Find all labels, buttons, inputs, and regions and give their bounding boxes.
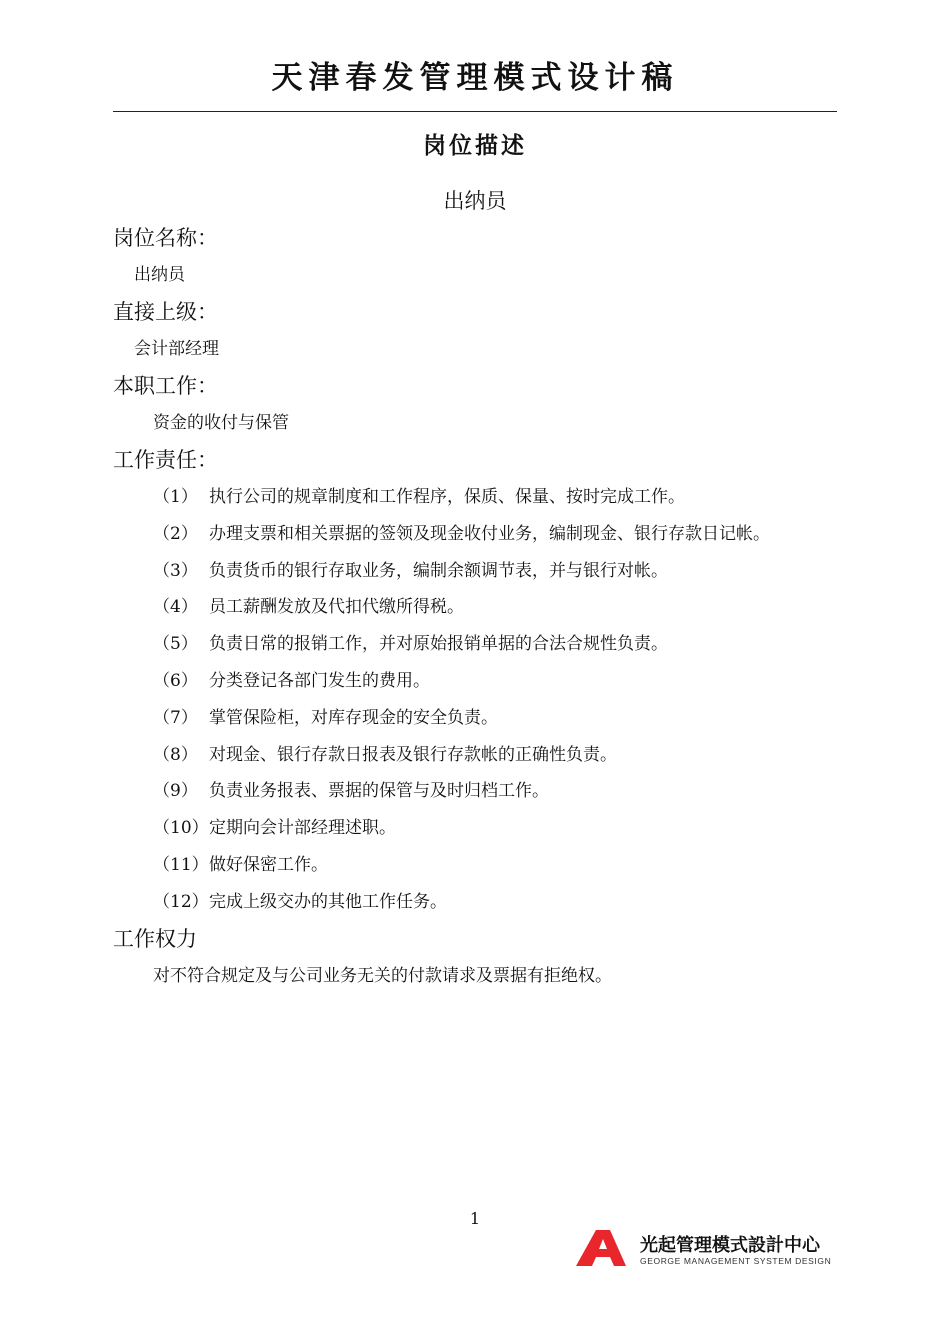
responsibility-text: 完成上级交办的其他工作任务。: [209, 891, 447, 912]
responsibility-number: （4）: [153, 597, 198, 618]
responsibility-text: 员工薪酬发放及代扣代缴所得税。: [209, 597, 464, 618]
company-logo: [574, 1228, 839, 1268]
responsibility-text: 负责业务报表、票据的保管与及时归档工作。: [209, 781, 549, 802]
responsibility-item: [113, 810, 853, 847]
document-body: [113, 220, 853, 995]
responsibilities-heading: 工作责任：: [113, 448, 218, 472]
responsibility-text: 掌管保险柜，对库存现金的安全负责。: [209, 707, 498, 728]
responsibility-text: 分类登记各部门发生的费用。: [209, 670, 430, 691]
responsibility-item: [113, 884, 853, 921]
authority-value: 对不符合规定及与公司业务无关的付款请求及票据有拒绝权。: [153, 965, 612, 986]
main-job-value: 资金的收付与保管: [153, 413, 289, 433]
responsibility-item: [113, 663, 853, 700]
authority-heading: 工作权力: [113, 926, 197, 951]
responsibility-item: [113, 516, 853, 553]
responsibility-item: [113, 847, 853, 884]
responsibility-number: （10）: [153, 818, 209, 839]
main-job-heading: 本职工作：: [113, 374, 218, 398]
responsibility-text: 负责日常的报销工作，并对原始报销单据的合法合规性负责。: [209, 634, 668, 655]
responsibility-text: 负责货币的银行存取业务，编制余额调节表，并与银行对帐。: [209, 560, 668, 581]
responsibility-item: [113, 589, 853, 626]
page-number: 1: [469, 1209, 481, 1228]
responsibility-number: （12）: [153, 891, 209, 912]
responsibility-text: 执行公司的规章制度和工作程序，保质、保量、按时完成工作。: [209, 487, 685, 507]
responsibility-item: [113, 737, 853, 774]
responsibilities-list: [113, 479, 853, 921]
responsibility-text: 做好保密工作。: [209, 854, 328, 875]
responsibility-item: [113, 773, 853, 810]
responsibility-number: （2）: [153, 523, 198, 544]
logo-a-mark-icon: [574, 1228, 634, 1268]
responsibility-number: （6）: [153, 670, 198, 691]
page-title: 岗位描述: [423, 133, 527, 159]
responsibility-text: 办理支票和相关票据的签领及现金收付业务，编制现金、银行存款日记帐。: [209, 523, 770, 544]
supervisor-heading: 直接上级：: [113, 300, 218, 324]
responsibility-number: （7）: [153, 707, 198, 728]
document-header-title: 天津春发管理模式设计稿: [271, 60, 679, 96]
responsibility-item: [113, 626, 853, 663]
responsibility-number: （8）: [153, 744, 198, 765]
responsibility-item: [113, 553, 853, 590]
position-name-heading: 岗位名称：: [113, 226, 218, 250]
responsibility-text: 定期向会计部经理述职。: [209, 818, 396, 839]
responsibility-number: （5）: [153, 634, 198, 655]
responsibility-item: [113, 700, 853, 737]
responsibility-item: [113, 479, 853, 516]
responsibility-number: （1）: [153, 487, 198, 507]
header-divider: [113, 111, 837, 112]
logo-english-name: GEORGE MANAGEMENT SYSTEM DESIGN: [640, 1256, 832, 1266]
supervisor-value: 会计部经理: [134, 339, 219, 359]
role-title: 出纳员: [443, 189, 507, 213]
responsibility-number: （11）: [153, 854, 209, 875]
responsibility-text: 对现金、银行存款日报表及银行存款帐的正确性负责。: [209, 744, 617, 765]
responsibility-number: （3）: [153, 560, 198, 581]
logo-chinese-name: 光起管理模式設計中心: [640, 1235, 820, 1256]
responsibility-number: （9）: [153, 781, 198, 802]
position-name-value: 出纳员: [134, 265, 185, 285]
